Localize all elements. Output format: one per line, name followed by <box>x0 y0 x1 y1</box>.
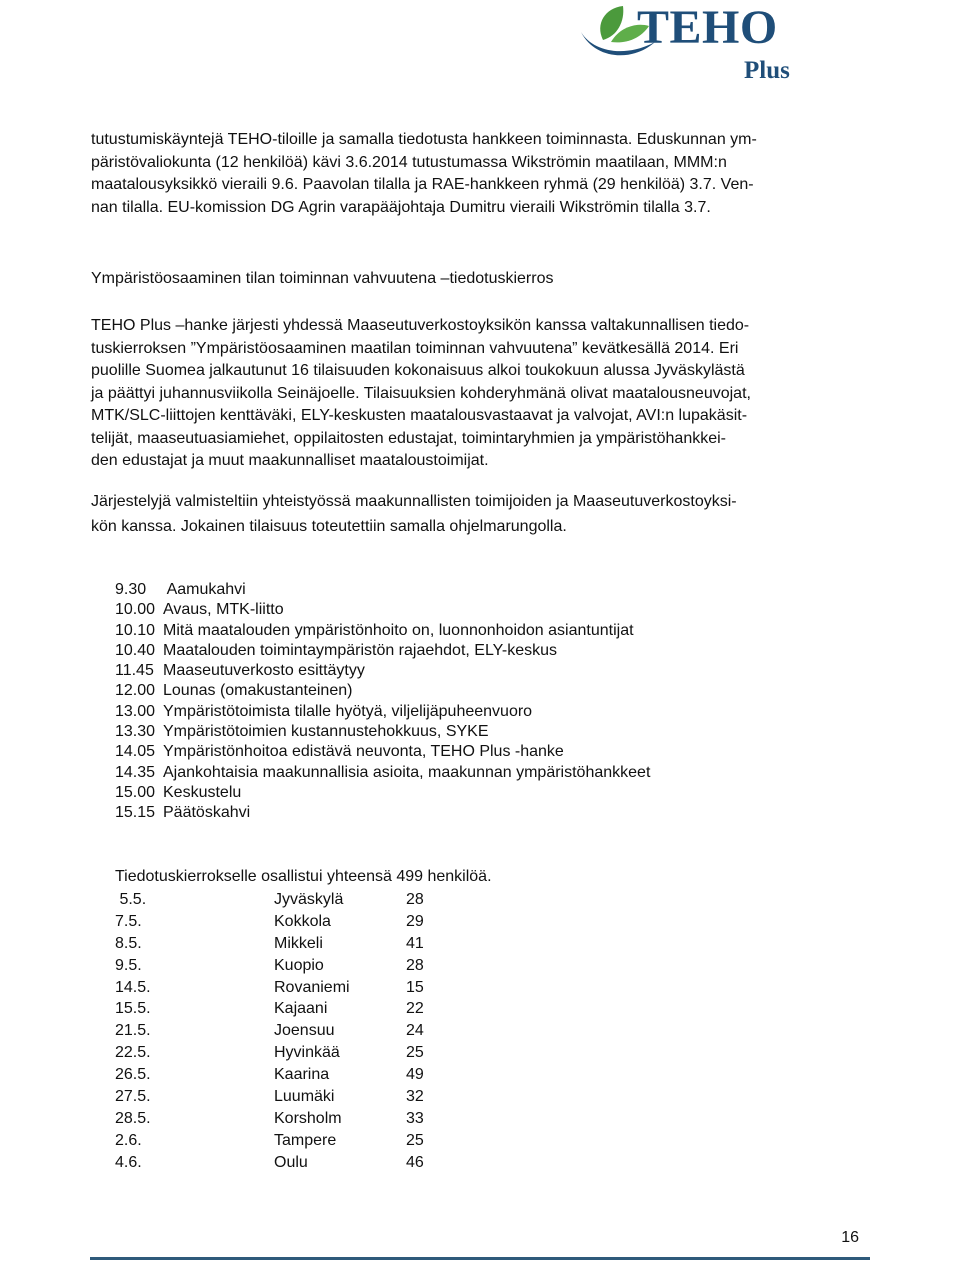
tour-count: 46 <box>406 1153 424 1171</box>
program-time: 14.35 <box>115 763 156 781</box>
tour-date: 5.5. <box>115 891 147 908</box>
list-item <box>115 783 650 803</box>
tour-city: Kokkola <box>274 912 331 930</box>
text-line: Järjestelyjä valmisteltiin yhteistyössä maakunnallisten toimijoiden ja Maaseutuverkostoyksi- <box>91 493 737 510</box>
program-time: 13.30 <box>115 723 156 741</box>
tour-count: 33 <box>406 1109 424 1127</box>
list-item <box>115 600 650 620</box>
tour-date: 28.5. <box>115 1109 151 1127</box>
list-item <box>115 641 650 661</box>
program-time: 12.00 <box>115 682 156 700</box>
program-item: Ympäristötoimista tilalle hyötyä, viljelijäpuheenvuoro <box>163 702 533 720</box>
tour-city: Luumäki <box>274 1088 335 1106</box>
tour-date: 8.5. <box>115 934 142 952</box>
program-item: Maatalouden toimintaympäristön rajaehdot, ELY-keskus <box>163 641 557 659</box>
tour-city: Tampere <box>274 1131 337 1149</box>
tour-date: 7.5. <box>115 912 142 930</box>
tour-city: Joensuu <box>274 1022 335 1040</box>
tour-date: 2.6. <box>115 1131 142 1149</box>
text-line: kön kanssa. Jokainen tilaisuus toteutettiin samalla ohjelmarungolla. <box>91 518 567 535</box>
tour-count: 49 <box>406 1066 424 1084</box>
tour-count: 15 <box>406 978 424 996</box>
table-row <box>115 1130 446 1152</box>
tour-count: 25 <box>406 1131 424 1149</box>
text-line: nan tilalla. EU-komission DG Agrin varapääjohtaja Dumitru vieraili Wikströmin tilalla 3.7. <box>91 198 711 216</box>
list-item <box>115 621 650 641</box>
program-item: Maaseutuverkosto esittäytyy <box>163 662 365 680</box>
logo-title: TEHO <box>637 1 778 54</box>
table-row <box>115 1042 446 1064</box>
program-item: Keskustelu <box>163 783 242 801</box>
list-item <box>115 661 650 681</box>
intro-paragraph <box>91 129 871 219</box>
tour-city: Mikkeli <box>274 934 323 952</box>
text-line: tutustumiskäyntejä TEHO-tiloille ja samalla tiedotusta hankkeen toiminnasta. Eduskunnan ym- <box>91 131 757 148</box>
text-line: tuskierroksen ”Ympäristöosaaminen maatilan toiminnan vahvuutena” kevätkesällä 2014. Eri <box>91 339 739 357</box>
tour-date: 27.5. <box>115 1088 151 1106</box>
footer-divider <box>90 1257 870 1260</box>
body-paragraph <box>91 315 871 473</box>
table-row <box>115 955 446 977</box>
body-paragraph <box>91 489 871 539</box>
table-row <box>115 933 446 955</box>
tour-city: Rovaniemi <box>274 978 350 996</box>
program-time: 14.05 <box>115 743 156 761</box>
table-row <box>115 977 446 999</box>
tour-city: Oulu <box>274 1153 308 1171</box>
tour-count: 24 <box>406 1022 424 1040</box>
program-time: 13.00 <box>115 702 156 720</box>
table-row <box>115 1152 446 1174</box>
tour-count: 41 <box>406 934 424 952</box>
list-item <box>115 702 650 722</box>
table-row <box>115 1064 446 1086</box>
attendance-summary: Tiedotuskierrokselle osallistui yhteensä 499 henkilöä. <box>115 868 492 885</box>
tour-city: Kuopio <box>274 956 324 974</box>
text-line: päristövaliokunta (12 henkilöä) kävi 3.6.2014 tutustumassa Wikströmin maatilaan, MMM:n <box>91 153 727 171</box>
program-time: 10.40 <box>115 641 156 659</box>
text-line: maatalousyksikkö vieraili 9.6. Paavolan tilalla ja RAE-hankkeen ryhmä (29 henkilöä) 3.7. Ven- <box>91 176 754 193</box>
tour-table <box>115 889 446 1174</box>
program-time: 10.10 <box>115 621 156 639</box>
program-time: 15.15 <box>115 804 156 822</box>
list-item <box>115 580 650 600</box>
program-item: Ympäristötoimien kustannustehokkuus, SYKE <box>163 723 489 741</box>
program-item: Päätöskahvi <box>163 804 251 822</box>
list-item <box>115 681 650 701</box>
page-number: 16 <box>841 1229 859 1246</box>
tour-city: Hyvinkää <box>274 1044 340 1062</box>
tour-date: 26.5. <box>115 1066 151 1084</box>
tour-count: 22 <box>406 1000 424 1018</box>
list-item <box>115 742 650 762</box>
tour-date: 22.5. <box>115 1044 151 1062</box>
program-time: 11.45 <box>115 662 154 680</box>
tour-date: 21.5. <box>115 1022 151 1040</box>
tour-count: 29 <box>406 912 424 930</box>
table-row <box>115 911 446 933</box>
table-row <box>115 998 446 1020</box>
text-line: ja päättyi juhannusviikolla Seinäjoelle. Tilaisuuksien kohderyhmänä olivat maatalousneuvojat, <box>91 384 751 402</box>
list-item <box>115 803 650 823</box>
logo-subtitle: Plus <box>744 57 790 84</box>
program-time: 10.00 <box>115 601 156 619</box>
list-item <box>115 763 650 783</box>
tour-count: 28 <box>406 891 424 908</box>
tour-city: Kajaani <box>274 1000 328 1018</box>
tour-count: 25 <box>406 1044 424 1062</box>
text-line: den edustajat ja muut maakunnalliset maataloustoimijat. <box>91 452 489 469</box>
program-time: 15.00 <box>115 783 156 801</box>
table-row <box>115 1108 446 1130</box>
table-row <box>115 889 446 911</box>
program-time: 9.30 <box>115 581 147 598</box>
section-heading: Ympäristöosaaminen tilan toiminnan vahvuutena –tiedotuskierros <box>91 270 554 287</box>
tour-date: 4.6. <box>115 1153 142 1171</box>
program-item: Ajankohtaisia maakunnallisia asioita, maakunnan ympäristöhankkeet <box>163 763 651 781</box>
program-list <box>115 580 650 824</box>
text-line: puolille Suomea jalkautunut 16 tilaisuuden kokonaisuus alkoi toukokuun alussa Jyväskylästä <box>91 362 745 379</box>
tour-count: 28 <box>406 956 424 974</box>
program-item: Mitä maatalouden ympäristönhoito on, luonnonhoidon asiantuntijat <box>163 621 634 639</box>
tour-date: 15.5. <box>115 1000 151 1018</box>
tour-date: 9.5. <box>115 956 142 974</box>
tour-city: Kaarina <box>274 1066 330 1084</box>
tour-count: 32 <box>406 1088 424 1106</box>
tour-date: 14.5. <box>115 978 151 996</box>
tour-city: Korsholm <box>274 1109 342 1127</box>
text-line: MTK/SLC-liittojen kenttäväki, ELY-keskusten maatalousvastaavat ja valvojat, AVI:n lupakäsit- <box>91 407 748 424</box>
text-line: TEHO Plus –hanke järjesti yhdessä Maaseutuverkostoyksikön kanssa valtakunnallisen tiedo- <box>91 317 750 334</box>
text-line: telijät, maaseutuasiamiehet, oppilaitosten edustajat, toimintaryhmien ja ympäristöhankkei- <box>91 429 726 447</box>
program-item: Ympäristönhoitoa edistävä neuvonta, TEHO Plus -hanke <box>163 743 564 761</box>
program-item: Avaus, MTK-liitto <box>163 601 284 619</box>
program-item: Aamukahvi <box>166 581 246 598</box>
tour-city: Jyväskylä <box>274 891 344 908</box>
program-item: Lounas (omakustanteinen) <box>163 682 353 700</box>
list-item <box>115 722 650 742</box>
table-row <box>115 1020 446 1042</box>
table-row <box>115 1086 446 1108</box>
